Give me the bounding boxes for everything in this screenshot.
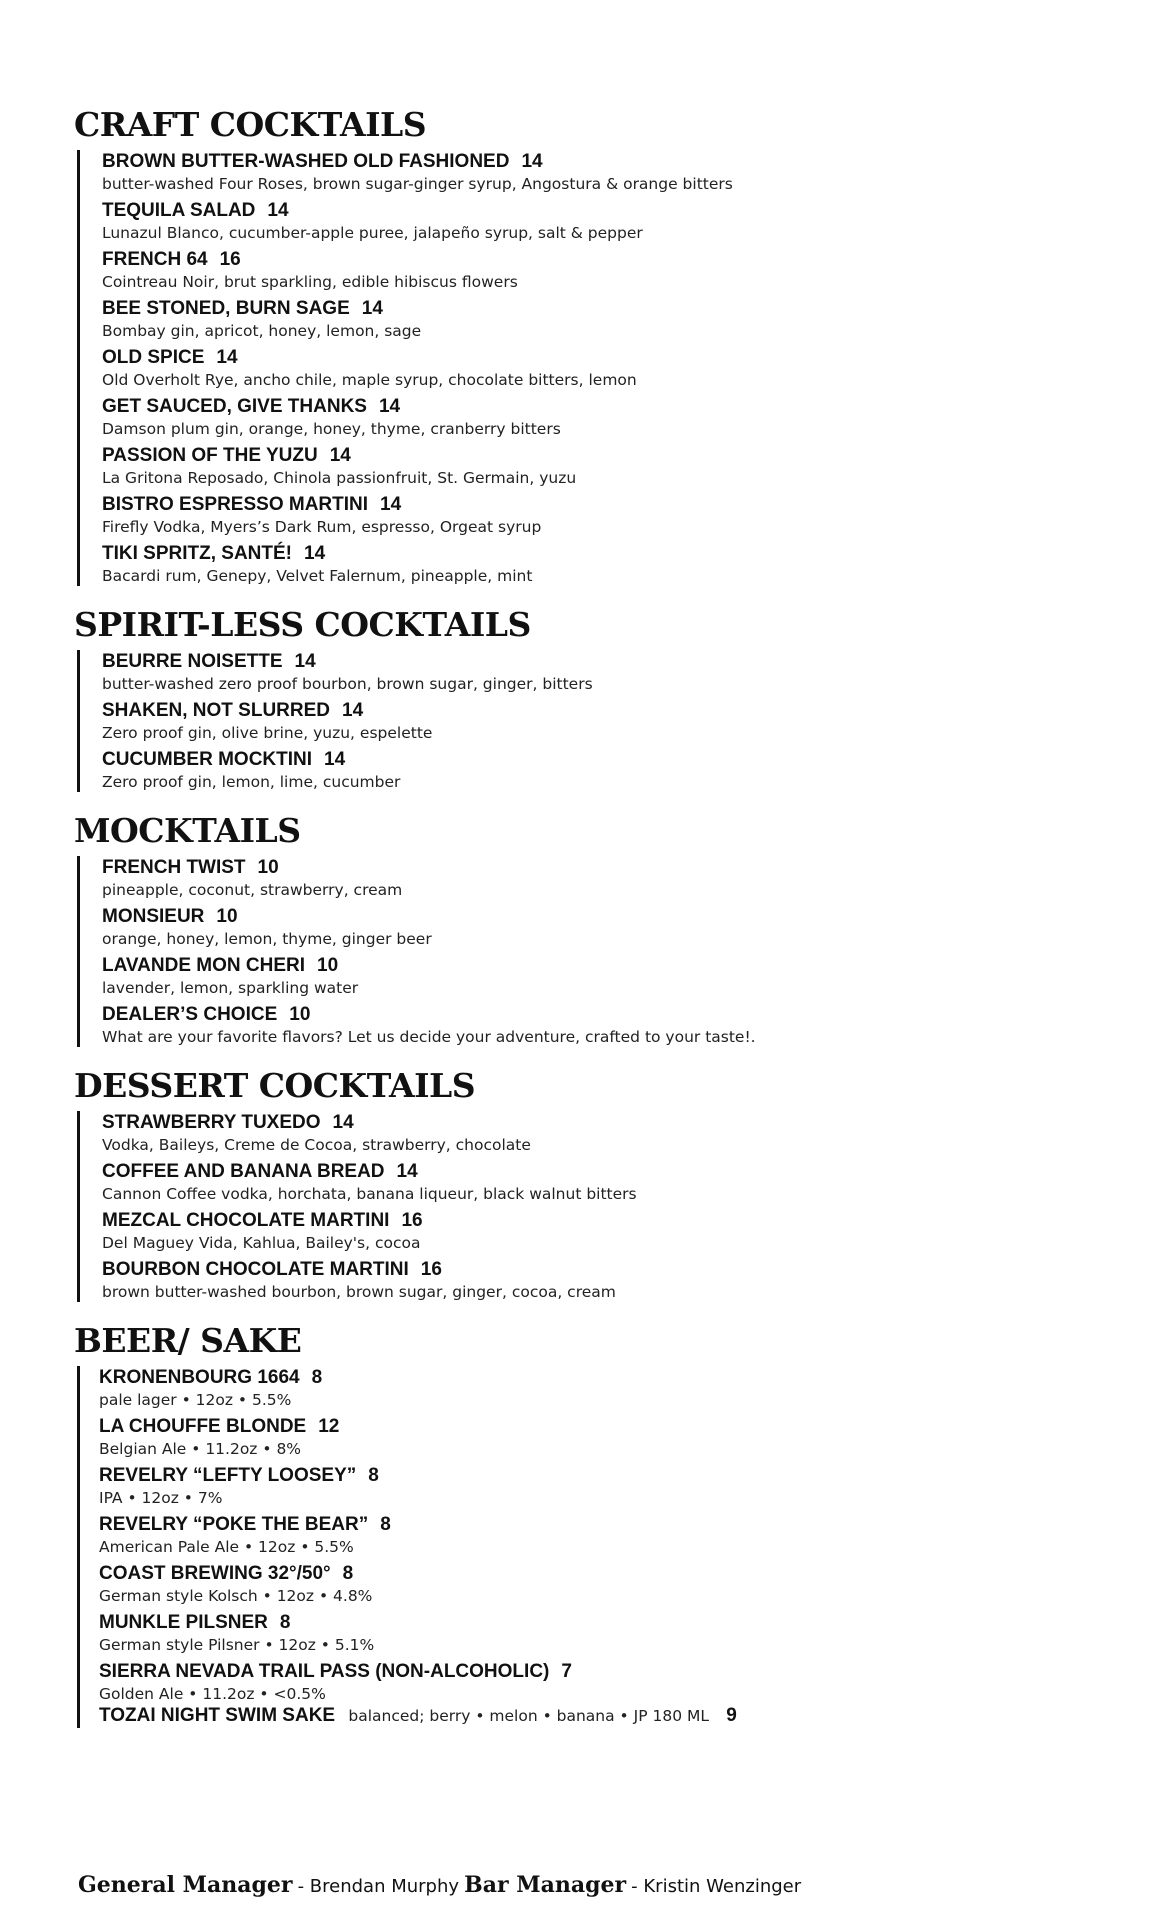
item-price: 10 <box>317 955 339 976</box>
section-title: BEER/ SAKE <box>74 1321 302 1360</box>
item-name: BROWN BUTTER-WASHED OLD FASHIONED <box>102 151 510 172</box>
item-name: REVELRY “LEFTY LOOSEY” <box>99 1465 357 1486</box>
item-price: 14 <box>267 200 289 221</box>
item-price: 14 <box>521 151 543 172</box>
staff-footer <box>78 1872 801 1898</box>
item-name: BEE STONED, BURN SAGE <box>102 298 350 319</box>
menu-sections <box>74 105 1114 1302</box>
item-desc: German style Pilsner • 12oz • 5.1% <box>99 1636 375 1654</box>
bm-title: Bar Manager <box>464 1872 627 1898</box>
item-name-line <box>102 856 1114 880</box>
menu-item <box>102 297 1114 341</box>
item-name-line <box>102 1209 1114 1233</box>
item-price: 14 <box>342 700 364 721</box>
item-desc: Damson plum gin, orange, honey, thyme, cranberry bitters <box>102 420 561 438</box>
menu-item <box>102 395 1114 439</box>
menu-item <box>102 1111 1114 1155</box>
item-name-line <box>102 199 1114 223</box>
item-price: 14 <box>329 445 351 466</box>
menu-item <box>99 1415 1114 1459</box>
item-desc: Lunazul Blanco, cucumber-apple puree, jalapeño syrup, salt & pepper <box>102 224 643 242</box>
item-name-line <box>102 650 1114 674</box>
item-price: 14 <box>378 396 401 417</box>
item-price: 16 <box>401 1210 423 1231</box>
item-desc: butter-washed zero proof bourbon, brown sugar, ginger, bitters <box>102 675 593 693</box>
item-name: GET SAUCED, GIVE THANKS <box>102 396 367 417</box>
item-name-line <box>99 1704 1114 1728</box>
beer-list <box>99 1366 1114 1704</box>
item-name-line <box>102 542 1114 566</box>
section-items <box>77 650 1114 792</box>
item-name: KRONENBOURG 1664 <box>99 1367 300 1388</box>
item-price: 8 <box>279 1612 291 1633</box>
item-name-line <box>102 905 1114 929</box>
menu-section <box>74 811 1114 1047</box>
menu-item <box>99 1513 1114 1557</box>
item-name: MUNKLE PILSNER <box>99 1612 268 1633</box>
item-price: 14 <box>396 1161 418 1182</box>
item-desc: lavender, lemon, sparkling water <box>102 979 359 997</box>
item-name: PASSION OF THE YUZU <box>102 445 318 466</box>
item-name-line <box>99 1464 1114 1488</box>
item-name-line <box>102 493 1114 517</box>
item-price: 8 <box>342 1563 354 1584</box>
item-name: BISTRO ESPRESSO MARTINI <box>102 494 369 515</box>
item-name: LA CHOUFFE BLONDE <box>99 1416 307 1437</box>
menu-item <box>102 1209 1114 1253</box>
item-name-line <box>99 1660 1114 1684</box>
menu-section <box>74 105 1114 586</box>
section-title: MOCKTAILS <box>74 811 301 850</box>
menu-item <box>99 1464 1114 1508</box>
item-desc: La Gritona Reposado, Chinola passionfruit, St. Germain, yuzu <box>102 469 577 487</box>
item-name-line <box>102 1111 1114 1135</box>
item-desc: Cannon Coffee vodka, horchata, banana liqueur, black walnut bitters <box>102 1185 637 1203</box>
menu-item <box>102 493 1114 537</box>
item-name: CUCUMBER MOCKTINI <box>102 749 313 770</box>
item-desc: balanced; berry • melon • banana • JP 180 ML <box>348 1707 709 1725</box>
menu-item <box>102 248 1114 292</box>
item-price: 14 <box>304 543 326 564</box>
item-name-line <box>102 1160 1114 1184</box>
item-name: BOURBON CHOCOLATE MARTINI <box>102 1259 409 1280</box>
item-name: LAVANDE MON CHERI <box>102 955 306 976</box>
item-desc: Zero proof gin, lemon, lime, cucumber <box>102 773 401 791</box>
item-name-line <box>102 346 1114 370</box>
menu-item <box>99 1660 1114 1704</box>
item-desc: pale lager • 12oz • 5.5% <box>99 1391 292 1409</box>
item-name: COAST BREWING 32°/50° <box>99 1563 331 1584</box>
item-name-line <box>102 954 1114 978</box>
item-name-line <box>99 1366 1114 1390</box>
item-name: SIERRA NEVADA TRAIL PASS (NON-ALCOHOLIC) <box>99 1661 550 1682</box>
item-name: SHAKEN, NOT SLURRED <box>102 700 331 721</box>
item-name-line <box>99 1415 1114 1439</box>
item-name: TOZAI NIGHT SWIM SAKE <box>99 1705 336 1726</box>
item-price: 14 <box>332 1112 354 1133</box>
item-desc: Zero proof gin, olive brine, yuzu, espelette <box>102 724 433 742</box>
item-name: OLD SPICE <box>102 347 205 368</box>
menu-item <box>102 199 1114 243</box>
item-desc: Cointreau Noir, brut sparkling, edible hibiscus flowers <box>102 273 518 291</box>
menu-item <box>99 1562 1114 1606</box>
menu-item <box>102 650 1114 694</box>
item-desc: Del Maguey Vida, Kahlua, Bailey's, cocoa <box>102 1234 421 1252</box>
menu-item <box>102 856 1114 900</box>
section-title: CRAFT COCKTAILS <box>74 105 427 144</box>
item-name: TEQUILA SALAD <box>102 200 256 221</box>
item-price: 14 <box>324 749 346 770</box>
menu-item <box>102 542 1114 586</box>
section-beer-sake <box>74 1321 1114 1728</box>
item-desc: Belgian Ale • 11.2oz • 8% <box>99 1440 302 1458</box>
item-price: 14 <box>216 347 238 368</box>
bm-name: - Kristin Wenzinger <box>631 1876 802 1897</box>
section-items <box>77 856 1114 1047</box>
item-price: 10 <box>289 1004 311 1025</box>
gm-name: - Brendan Murphy <box>297 1876 460 1897</box>
item-desc: What are your favorite flavors? Let us decide your adventure, crafted to your taste!. <box>102 1028 756 1046</box>
menu-item <box>99 1366 1114 1410</box>
menu-section <box>74 605 1114 792</box>
item-name: FRENCH 64 <box>102 249 208 270</box>
beer-items <box>77 1366 1114 1728</box>
item-desc: Bombay gin, apricot, honey, lemon, sage <box>102 322 422 340</box>
item-desc: Golden Ale • 11.2oz • <0.5% <box>99 1685 326 1703</box>
item-price: 16 <box>420 1259 442 1280</box>
item-name: BEURRE NOISETTE <box>102 651 283 672</box>
item-name: TIKI SPRITZ, SANTÉ! <box>102 543 292 564</box>
item-price: 10 <box>216 906 238 927</box>
item-name: DEALER’S CHOICE <box>102 1004 278 1025</box>
item-name-line <box>102 1258 1114 1282</box>
menu-item <box>102 748 1114 792</box>
menu-item <box>102 699 1114 743</box>
item-name: MEZCAL CHOCOLATE MARTINI <box>102 1210 390 1231</box>
menu-item-sake <box>99 1704 1114 1728</box>
item-price: 8 <box>368 1465 379 1486</box>
item-desc: orange, honey, lemon, thyme, ginger beer <box>102 930 432 948</box>
item-name-line <box>99 1513 1114 1537</box>
item-desc: pineapple, coconut, strawberry, cream <box>102 881 403 899</box>
section-title: DESSERT COCKTAILS <box>74 1066 476 1105</box>
item-desc: American Pale Ale • 12oz • 5.5% <box>99 1538 354 1556</box>
menu-item <box>99 1611 1114 1655</box>
item-name-line <box>102 748 1114 772</box>
item-name-line <box>99 1562 1114 1586</box>
item-price: 12 <box>318 1416 340 1437</box>
item-price: 14 <box>294 651 316 672</box>
section-items <box>77 1111 1114 1302</box>
menu-item <box>102 346 1114 390</box>
item-desc: brown butter-washed bourbon, brown sugar, ginger, cocoa, cream <box>102 1283 616 1301</box>
item-name-line <box>102 395 1114 419</box>
item-desc: Bacardi rum, Genepy, Velvet Falernum, pineapple, mint <box>102 567 533 585</box>
item-name-line <box>99 1611 1114 1635</box>
item-name: STRAWBERRY TUXEDO <box>102 1112 321 1133</box>
section-title: SPIRIT-LESS COCKTAILS <box>74 605 531 644</box>
section-items <box>77 150 1114 586</box>
item-name-line <box>102 1003 1114 1027</box>
item-price: 16 <box>219 249 241 270</box>
item-name: COFFEE AND BANANA BREAD <box>102 1161 385 1182</box>
menu-item <box>102 1160 1114 1204</box>
item-desc: Firefly Vodka, Myers’s Dark Rum, espresso, Orgeat syrup <box>102 518 542 536</box>
item-name-line <box>102 248 1114 272</box>
item-price: 10 <box>257 857 279 878</box>
item-desc: butter-washed Four Roses, brown sugar-ginger syrup, Angostura & orange bitters <box>102 175 733 193</box>
menu <box>74 105 1114 1750</box>
item-price: 8 <box>311 1367 323 1388</box>
item-name: FRENCH TWIST <box>102 857 246 878</box>
item-desc: Old Overholt Rye, ancho chile, maple syrup, chocolate bitters, lemon <box>102 371 637 389</box>
menu-item <box>102 444 1114 488</box>
menu-item <box>102 905 1114 949</box>
item-desc: IPA • 12oz • 7% <box>99 1489 223 1507</box>
item-price: 14 <box>380 494 402 515</box>
item-desc: Vodka, Baileys, Creme de Cocoa, strawberry, chocolate <box>102 1136 531 1154</box>
menu-item <box>102 150 1114 194</box>
item-price: 8 <box>380 1514 391 1535</box>
item-desc: German style Kolsch • 12oz • 4.8% <box>99 1587 373 1605</box>
gm-title: General Manager <box>78 1872 293 1898</box>
item-price: 9 <box>726 1705 737 1726</box>
item-price: 14 <box>361 298 383 319</box>
menu-item <box>102 1258 1114 1302</box>
item-name-line <box>102 297 1114 321</box>
item-name: REVELRY “POKE THE BEAR” <box>99 1514 369 1535</box>
menu-section <box>74 1066 1114 1302</box>
menu-item <box>102 1003 1114 1047</box>
item-name-line <box>102 699 1114 723</box>
item-name: MONSIEUR <box>102 906 205 927</box>
item-price: 7 <box>561 1661 572 1682</box>
menu-item <box>102 954 1114 998</box>
item-name-line <box>102 444 1114 468</box>
item-name-line <box>102 150 1114 174</box>
